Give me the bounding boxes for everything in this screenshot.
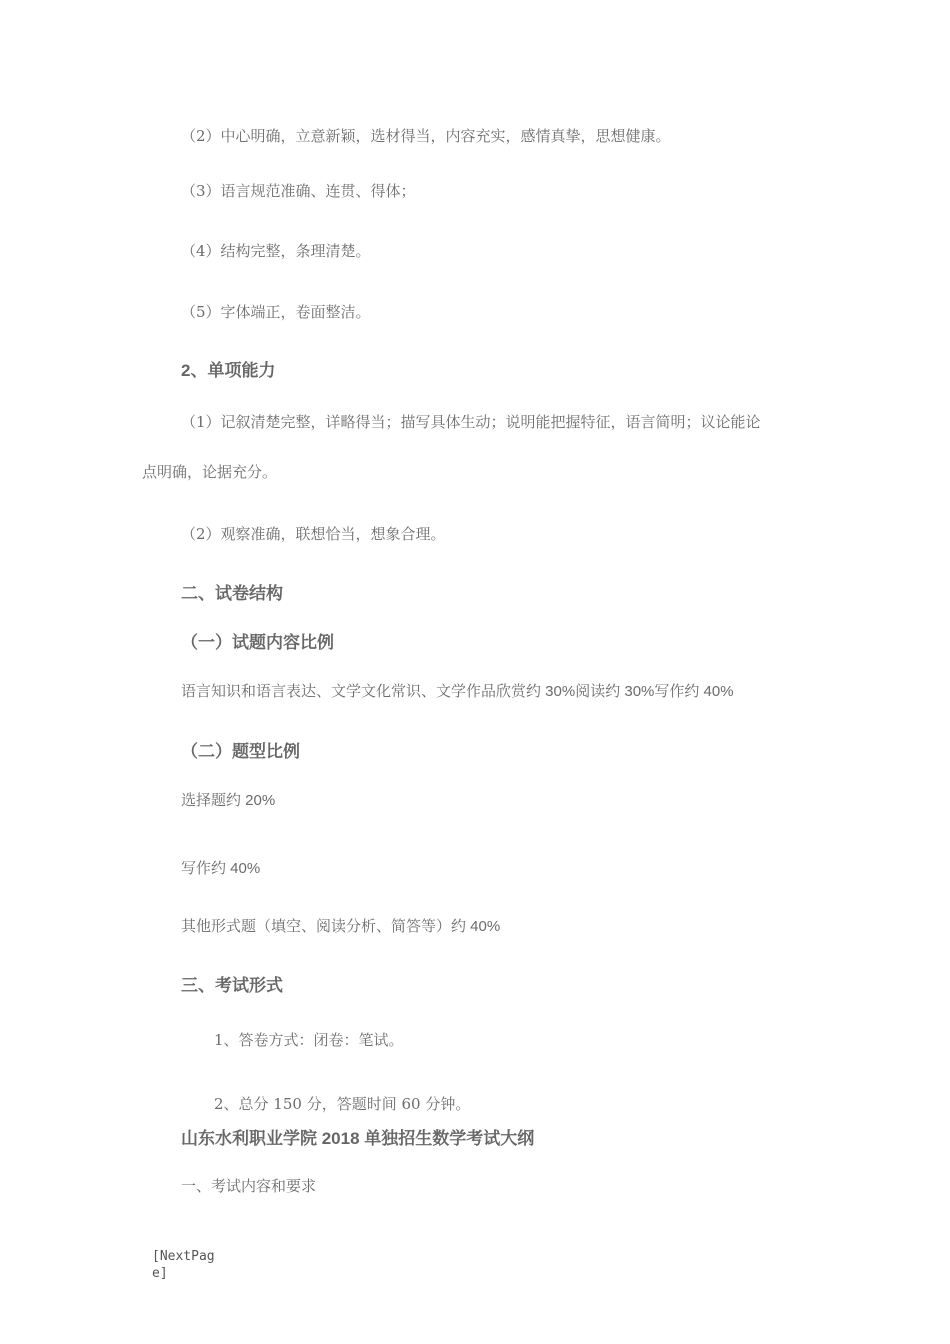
standard-item-3: （3）语言规范准确、连贯、得体； bbox=[181, 182, 416, 200]
exam-form-heading: 三、考试形式 bbox=[181, 976, 283, 995]
single-ability-item-1-line-1: （1）记叙清楚完整，详略得当；描写具体生动；说明能把握特征，语言简明；议论能论 bbox=[181, 413, 761, 431]
type-ratio-other: 其他形式题（填空、阅读分析、简答等）约 40% bbox=[181, 918, 501, 935]
single-ability-heading: 2、单项能力 bbox=[181, 361, 276, 380]
content-ratio-text: 语言知识和语言表达、文学文化常识、文学作品欣赏约 30%阅读约 30%写作约 40% bbox=[181, 683, 734, 700]
single-ability-item-2: （2）观察准确，联想恰当，想象合理。 bbox=[181, 525, 446, 543]
standard-item-4: （4）结构完整，条理清楚。 bbox=[181, 242, 371, 260]
exam-form-item-1: 1、答卷方式：闭卷：笔试。 bbox=[214, 1031, 404, 1049]
standard-item-2: （2）中心明确，立意新颖，选材得当，内容充实，感情真挚，思想健康。 bbox=[181, 127, 671, 145]
standard-item-5: （5）字体端正，卷面整洁。 bbox=[181, 303, 371, 321]
next-page-marker: [NextPag e] bbox=[152, 1249, 215, 1281]
type-ratio-choice: 选择题约 20% bbox=[181, 792, 276, 809]
type-ratio-writing: 写作约 40% bbox=[181, 860, 261, 877]
math-outline-section-1: 一、考试内容和要求 bbox=[181, 1177, 317, 1195]
math-outline-title: 山东水利职业学院 2018 单独招生数学考试大纲 bbox=[181, 1129, 535, 1148]
exam-form-item-2: 2、总分 150 分，答题时间 60 分钟。 bbox=[214, 1095, 471, 1113]
type-ratio-heading: （二）题型比例 bbox=[181, 742, 300, 761]
single-ability-item-1-line-2: 点明确，论据充分。 bbox=[142, 463, 278, 481]
structure-heading: 二、试卷结构 bbox=[181, 584, 283, 603]
content-ratio-heading: （一）试题内容比例 bbox=[181, 633, 334, 652]
